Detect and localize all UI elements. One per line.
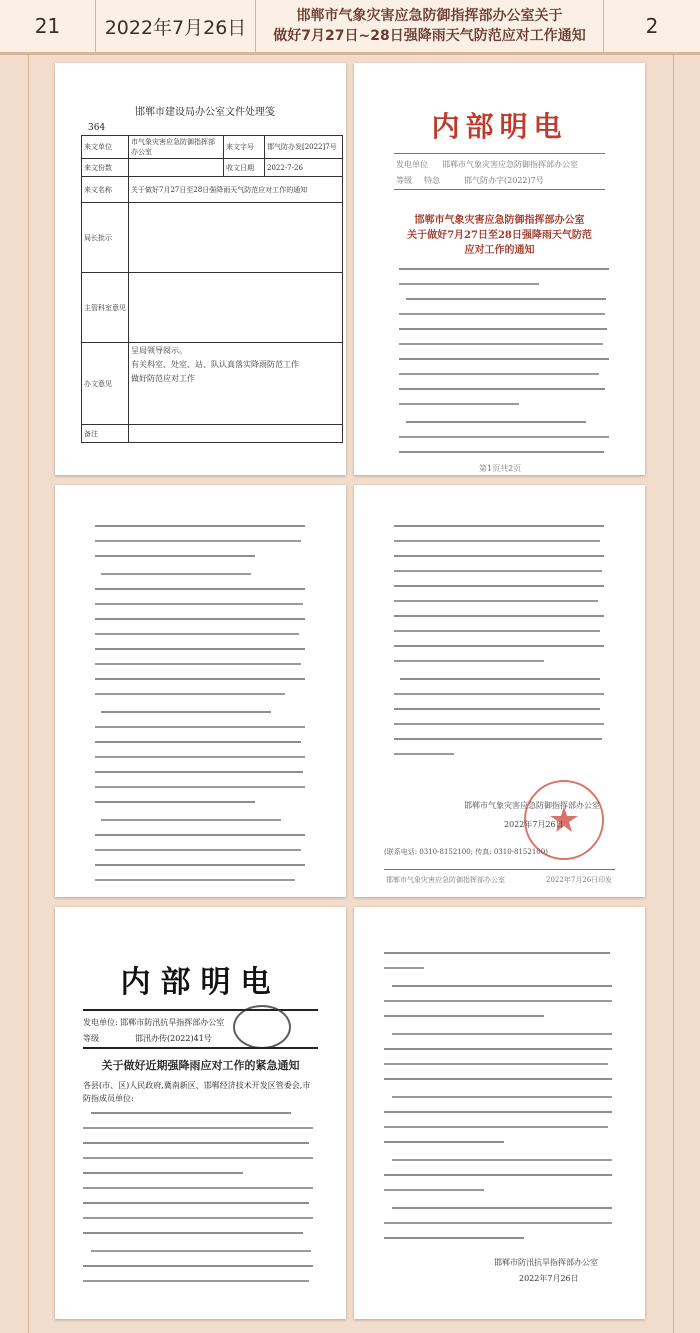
doc1-code-label: 来文字号 bbox=[224, 136, 265, 159]
doc1-title: 邯郸市建设局办公室文件处理笺 bbox=[135, 107, 275, 118]
doc5-official-seal bbox=[233, 1005, 291, 1049]
doc2-notice-title-2: 关于做好7月27日至28日强降雨天气防范 bbox=[407, 230, 592, 241]
doc5-grade: 等级 bbox=[83, 1034, 99, 1043]
doc4-footer-left: 邯郸市气象灾害应急防御指挥部办公室 bbox=[386, 876, 505, 884]
doc6-signature: 邯郸市防汛抗旱指挥部办公室 bbox=[494, 1258, 598, 1267]
doc4-footer-right: 2022年7月26日印发 bbox=[546, 876, 613, 884]
record-title-line1: 邯郸市气象灾害应急防御指挥部办公室关于 bbox=[296, 8, 563, 24]
record-date: 2022年7月26日 bbox=[96, 0, 256, 52]
doc1-date-label: 收文日期 bbox=[224, 159, 265, 177]
doc6-date: 2022年7月26日 bbox=[519, 1274, 579, 1283]
doc2-grade-label: 等级 bbox=[396, 176, 412, 185]
doc5-sender: 发电单位: 邯郸市防汛抗旱指挥部办公室 bbox=[83, 1018, 225, 1027]
document-page-1[interactable] bbox=[55, 63, 346, 475]
doc1-code-value: 邯气防办发[2022]7号 bbox=[265, 136, 343, 159]
doc1-subject-label: 来文名称 bbox=[82, 177, 129, 203]
doc4-date: 2022年7月26日 bbox=[504, 820, 564, 829]
doc5-notice-title: 关于做好近期强降雨应对工作的紧急通知 bbox=[101, 1059, 300, 1072]
record-header bbox=[0, 0, 700, 55]
document-page-2[interactable] bbox=[354, 63, 645, 475]
doc2-grade-value: 特急 bbox=[424, 176, 440, 185]
doc1-dept-label: 主管科室意见 bbox=[82, 273, 129, 343]
doc1-form-table bbox=[81, 135, 343, 443]
doc2-notice-title-1: 邯郸市气象灾害应急防御指挥部办公室 bbox=[414, 215, 585, 226]
doc1-from-value: 市气象灾害应急防御指挥部办公室 bbox=[129, 136, 224, 159]
record-title-line2: 做好7月27日~28日强降雨天气防范应对工作通知 bbox=[273, 28, 586, 44]
doc2-notice-title-3: 应对工作的通知 bbox=[464, 245, 535, 256]
document-page-3[interactable] bbox=[55, 485, 346, 897]
document-page-6[interactable] bbox=[354, 907, 645, 1319]
doc1-from-label: 来文单位 bbox=[82, 136, 129, 159]
doc2-code: 邯气防办字(2022)7号 bbox=[464, 176, 544, 185]
doc1-handling-line2: 有关科室、处室、站、队认真落实降雨防范工作 bbox=[131, 360, 299, 369]
doc2-sender-label: 发电单位 bbox=[396, 160, 428, 169]
doc1-handling-label: 办文意见 bbox=[82, 343, 129, 425]
doc1-leader-label: 局长批示 bbox=[82, 203, 129, 273]
doc5-code: 邯汛办传(2022)41号 bbox=[135, 1034, 212, 1043]
doc2-footer: 第1页共2页 bbox=[479, 464, 522, 473]
record-page-count: 2 bbox=[645, 14, 659, 38]
doc2-sender-value: 邯郸市气象灾害应急防御指挥部办公室 bbox=[442, 160, 578, 169]
doc1-number: 364 bbox=[88, 123, 106, 133]
doc2-heading: 内部明电 bbox=[431, 110, 568, 143]
doc1-handling-line3: 做好防范应对工作 bbox=[131, 374, 195, 383]
doc4-signature: 邯郸市气象灾害应急防御指挥部办公室 bbox=[464, 801, 600, 810]
doc5-recipients: 各县(市、区)人民政府,冀南新区、邯郸经济技术开发区管委会,市防指成员单位: bbox=[83, 1081, 311, 1103]
doc5-heading: 内部明电 bbox=[120, 965, 281, 1000]
record-title bbox=[256, 0, 604, 52]
doc1-copies-label: 来文份数 bbox=[82, 159, 129, 177]
record-number: 21 bbox=[0, 0, 96, 52]
document-page-5[interactable] bbox=[55, 907, 346, 1319]
doc4-contact: (联系电话: 0310-8152100; 传真: 0310-8152100) bbox=[384, 848, 548, 856]
doc1-remark-label: 备注 bbox=[82, 425, 129, 443]
document-page-4[interactable] bbox=[354, 485, 645, 897]
doc1-handling-line1: 呈局领导阅示。 bbox=[131, 346, 187, 355]
doc1-date-value: 2022-7-26 bbox=[265, 159, 343, 177]
doc1-subject-value: 关于做好7月27日至28日强降雨天气防范应对工作的通知 bbox=[129, 177, 343, 203]
